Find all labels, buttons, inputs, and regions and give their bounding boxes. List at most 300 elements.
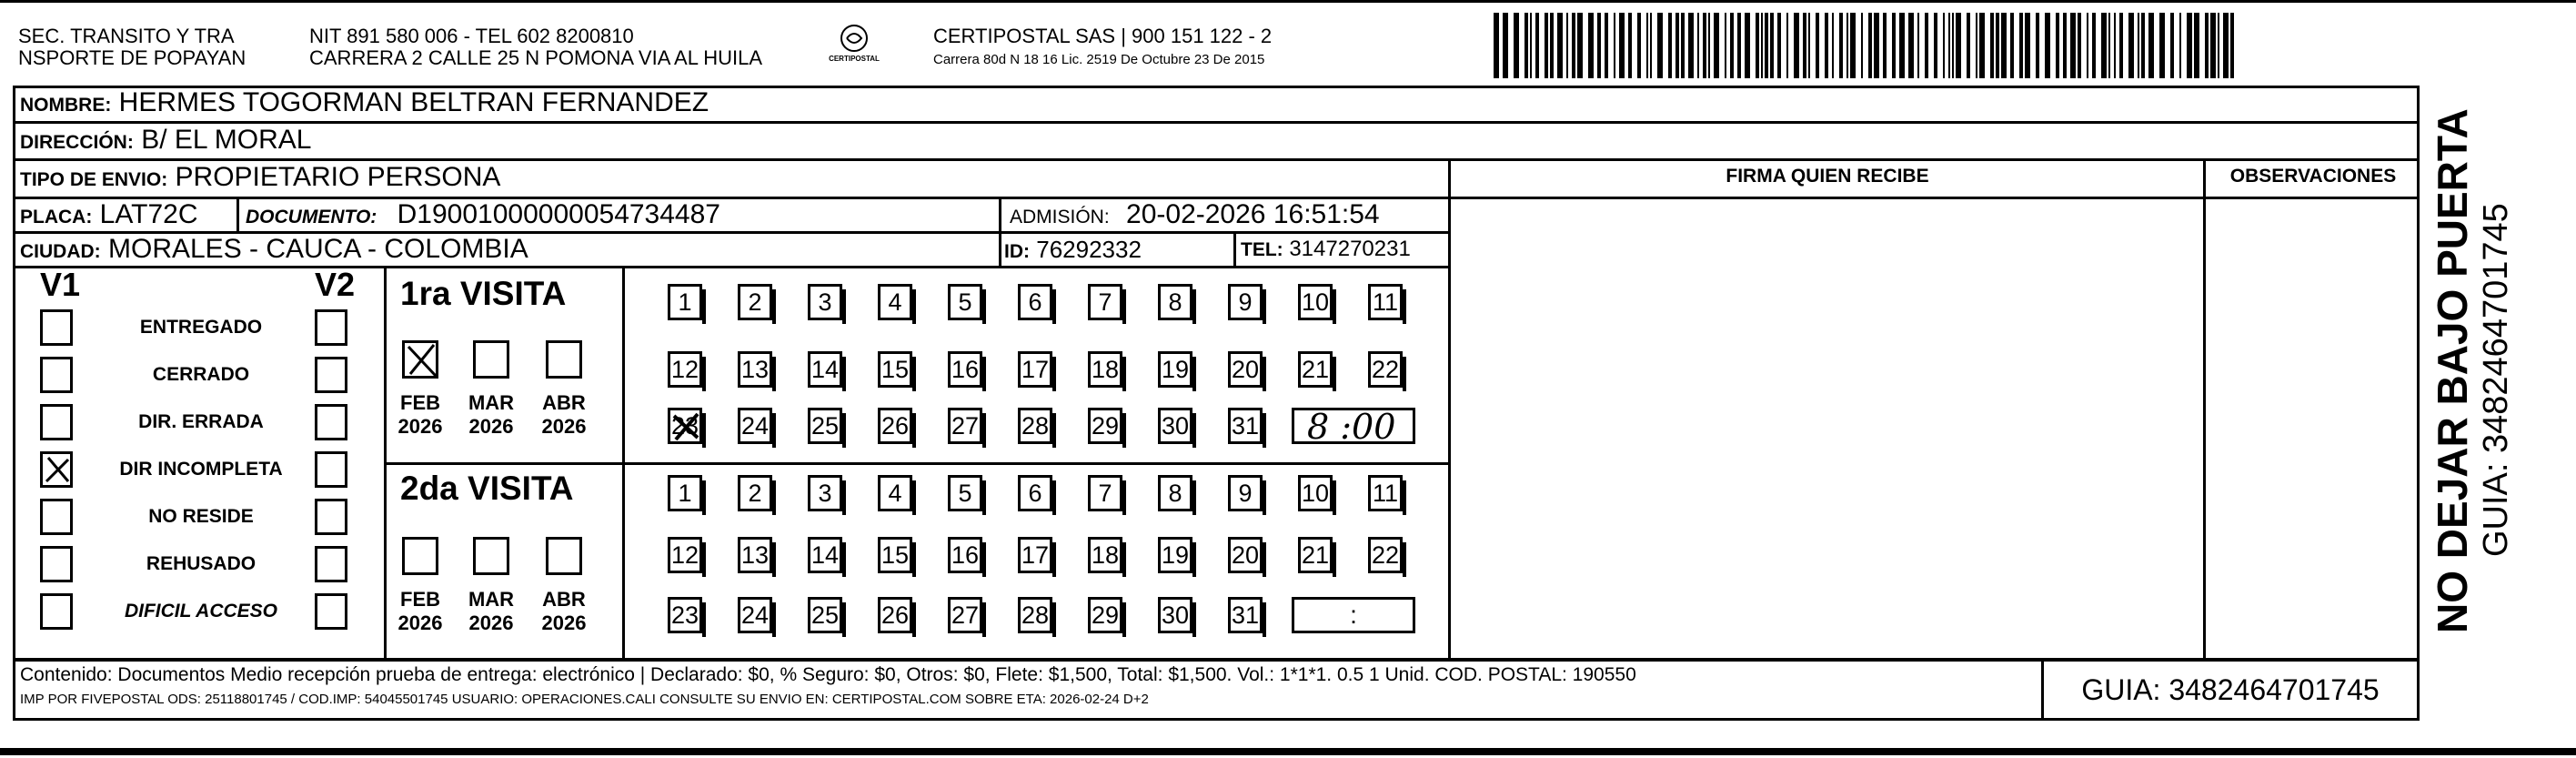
city-label: CIUDAD: — [20, 241, 101, 262]
footer-guia: GUIA: 3482464701745 — [2081, 673, 2380, 706]
barcode-bar — [2092, 13, 2096, 78]
day-number: 1 — [678, 480, 692, 507]
barcode-bar — [2141, 13, 2145, 78]
day-box[interactable] — [808, 284, 842, 320]
day-number: 24 — [740, 412, 770, 440]
barcode-bar — [2179, 13, 2181, 78]
day-box[interactable] — [808, 597, 842, 633]
month-label — [464, 391, 518, 439]
barcode-bar — [2230, 13, 2234, 78]
address-value: B/ EL MORAL — [141, 125, 312, 155]
nit-line: NIT 891 580 006 - TEL 602 8200810 — [309, 25, 634, 47]
day-box[interactable] — [1298, 537, 1333, 573]
day-box[interactable] — [1228, 475, 1263, 511]
day-number: 15 — [880, 541, 910, 569]
plate-label: PLACA: — [20, 207, 93, 227]
v1-checkbox[interactable] — [40, 546, 73, 582]
tel-value: 3147270231 — [1289, 237, 1411, 261]
barcode-bar — [2063, 13, 2067, 78]
day-box[interactable] — [1158, 597, 1192, 633]
side-warning: NO DEJAR BAJO PUERTA — [2429, 108, 2476, 633]
day-number: 4 — [888, 480, 902, 507]
day-number: 7 — [1098, 288, 1112, 316]
day-box[interactable] — [1158, 537, 1192, 573]
barcode-bar — [1883, 13, 1887, 78]
document-label: DOCUMENTO: — [246, 207, 377, 227]
month-year: 2026 — [397, 611, 443, 634]
barcode-bar — [1808, 13, 1810, 78]
day-box[interactable] — [1228, 284, 1263, 320]
barcode-bar — [2138, 13, 2139, 78]
day-number: 6 — [1028, 480, 1042, 507]
barcode-bar — [1745, 13, 1750, 78]
type-value: PROPIETARIO PERSONA — [175, 162, 501, 192]
day-box[interactable] — [738, 284, 772, 320]
sender-line-2: NSPORTE DE POPAYAN — [18, 46, 247, 69]
day-number: 18 — [1091, 541, 1120, 569]
top-edge-rule — [0, 0, 2576, 3]
visit1-time-box — [1292, 407, 1415, 447]
day-number: 6 — [1028, 288, 1042, 316]
barcode-bar — [2187, 13, 2192, 78]
month-label — [537, 588, 591, 635]
month-checkbox[interactable] — [473, 340, 509, 379]
day-number: 22 — [1371, 541, 1400, 569]
day-box[interactable] — [948, 284, 982, 320]
barcode-bar — [2194, 13, 2199, 78]
month-checkbox[interactable] — [546, 340, 582, 379]
month-name: MAR — [468, 588, 515, 611]
barcode-bar — [2159, 13, 2165, 78]
bottom-edge-rule — [0, 748, 2576, 755]
barcode-bar — [1943, 13, 1945, 78]
day-box[interactable] — [738, 537, 772, 573]
day-number: 25 — [810, 601, 840, 629]
rule — [2203, 158, 2206, 661]
barcode-bar — [1825, 13, 1828, 78]
day-number: 3 — [818, 288, 832, 316]
barcode-bar — [1925, 13, 1928, 78]
v1-checkbox[interactable] — [40, 499, 73, 535]
day-box[interactable] — [1228, 537, 1263, 573]
barcode-bar — [1908, 13, 1914, 78]
day-number: 2 — [748, 480, 762, 507]
recipient-address — [20, 125, 311, 158]
barcode-bar — [1816, 13, 1819, 78]
document — [246, 199, 720, 233]
barcode-bar — [1934, 13, 1937, 78]
barcode-bar — [1650, 13, 1652, 78]
barcode-bar — [1803, 13, 1806, 78]
status-label: CERRADO — [152, 364, 250, 385]
barcode-bar — [1524, 13, 1528, 78]
month-year: 2026 — [468, 611, 514, 634]
barcode-bar — [1737, 13, 1741, 78]
day-number: 20 — [1231, 541, 1260, 569]
barcode-bar — [2019, 13, 2023, 78]
day-box[interactable] — [878, 537, 912, 573]
day-number: 10 — [1301, 288, 1330, 316]
status-label: DIR. ERRADA — [138, 411, 264, 432]
month-name: ABR — [542, 588, 586, 611]
footer-contents: Contenido: Documentos Medio recepción prueba de entrega: electrónico | Declarado: $0, % Seguro: $0, Otros: $0, Flete: $1,500, Total: $1,500. Vol.: 1*1*1. 0.5 1 Unid. COD. POSTAL: 190550 — [20, 664, 1636, 685]
day-number: 23 — [670, 412, 699, 440]
day-box[interactable] — [1298, 475, 1333, 511]
barcode-bar — [1976, 13, 1977, 78]
v1-checkbox[interactable] — [40, 404, 73, 440]
type-label: TIPO DE ENVIO: — [20, 169, 168, 190]
month-label — [393, 588, 448, 635]
month-label — [537, 391, 591, 439]
month-checkbox[interactable] — [546, 537, 582, 575]
day-number: 16 — [951, 356, 980, 383]
barcode-bar — [2087, 13, 2088, 78]
day-number: 14 — [810, 541, 840, 569]
barcode-bar — [1794, 13, 1799, 78]
month-name: MAR — [468, 391, 515, 414]
observations-header: OBSERVACIONES — [2229, 166, 2397, 187]
barcode-bar — [1614, 13, 1615, 78]
barcode-bar — [1494, 13, 1499, 78]
barcode-bar — [2108, 13, 2110, 78]
day-box[interactable] — [948, 475, 982, 511]
day-box[interactable] — [808, 537, 842, 573]
barcode-bar — [2210, 13, 2216, 78]
month-year: 2026 — [541, 611, 587, 634]
day-box[interactable] — [878, 475, 912, 511]
barcode-bar — [1628, 13, 1632, 78]
rule — [384, 462, 1448, 465]
plate-value: LAT72C — [99, 199, 198, 229]
status-label: ENTREGADO — [139, 317, 263, 338]
day-box[interactable] — [1158, 284, 1192, 320]
barcode-bar — [1566, 13, 1568, 78]
month-label — [393, 391, 448, 439]
v1-label: V1 — [40, 266, 81, 303]
barcode-bar — [2119, 13, 2123, 78]
day-box[interactable] — [1298, 351, 1333, 388]
barcode-bar — [1725, 13, 1726, 78]
v1-checkbox[interactable] — [40, 451, 73, 488]
day-box[interactable] — [1228, 351, 1263, 388]
day-number: 4 — [888, 288, 902, 316]
day-number: 21 — [1301, 356, 1330, 383]
logo-text: CERTIPOSTAL — [829, 55, 880, 63]
day-box[interactable] — [1088, 475, 1122, 511]
day-box[interactable] — [1088, 597, 1122, 633]
rule — [13, 158, 2420, 161]
day-number: 30 — [1161, 601, 1190, 629]
day-number: 13 — [740, 356, 770, 383]
day-box[interactable] — [1368, 351, 1403, 388]
day-box[interactable] — [948, 408, 982, 444]
barcode-bar — [1832, 13, 1834, 78]
admission-label: ADMISIÓN: — [1010, 207, 1110, 227]
barcode-bar — [1892, 13, 1896, 78]
barcode-bar — [2114, 13, 2116, 78]
day-number: 19 — [1161, 541, 1190, 569]
barcode-bar — [2101, 13, 2107, 78]
barcode-bar — [2148, 13, 2154, 78]
barcode-bar — [2223, 13, 2229, 78]
barcode — [1492, 13, 2238, 78]
v2-checkbox[interactable] — [315, 404, 347, 440]
day-box[interactable] — [1018, 537, 1052, 573]
admission-value: 20-02-2026 16:51:54 — [1126, 199, 1380, 229]
day-box[interactable] — [808, 408, 842, 444]
day-box[interactable] — [1088, 351, 1122, 388]
day-box[interactable] — [738, 408, 772, 444]
month-name: FEB — [400, 588, 440, 611]
day-number: 11 — [1372, 480, 1399, 507]
day-number: 21 — [1301, 541, 1330, 569]
day-number: 31 — [1231, 412, 1260, 440]
day-box[interactable] — [878, 597, 912, 633]
address-label: DIRECCIÓN: — [20, 132, 134, 153]
barcode-bar — [1979, 13, 1985, 78]
barcode-bar — [1545, 13, 1548, 78]
barcode-bar — [1572, 13, 1575, 78]
barcode-bar — [1557, 13, 1563, 78]
day-box[interactable] — [1228, 408, 1263, 444]
day-number: 7 — [1098, 480, 1112, 507]
barcode-bar — [1948, 13, 1950, 78]
day-box[interactable] — [878, 408, 912, 444]
rule — [1233, 231, 1236, 266]
recipient-name — [20, 87, 709, 121]
day-number: 29 — [1091, 412, 1120, 440]
day-number: 30 — [1161, 412, 1190, 440]
day-number: 2 — [748, 288, 762, 316]
barcode-bar — [2128, 13, 2134, 78]
day-number: 3 — [818, 480, 832, 507]
month-year: 2026 — [397, 415, 443, 438]
barcode-bar — [2205, 13, 2209, 78]
visit1-time-handwritten: 8 :00 — [1307, 407, 1396, 447]
day-box[interactable] — [948, 351, 982, 388]
day-box[interactable] — [878, 284, 912, 320]
month-name: ABR — [542, 391, 586, 414]
barcode-bar — [1967, 13, 1970, 78]
day-number: 23 — [670, 601, 699, 629]
day-number: 5 — [958, 288, 972, 316]
day-box[interactable] — [668, 537, 702, 573]
barcode-bar — [1786, 13, 1788, 78]
barcode-bar — [1681, 13, 1685, 78]
day-box[interactable] — [1018, 475, 1052, 511]
v2-checkbox[interactable] — [315, 309, 347, 346]
barcode-bar — [1846, 13, 1848, 78]
day-number: 5 — [958, 480, 972, 507]
rule — [622, 266, 625, 661]
day-number: 26 — [880, 412, 910, 440]
barcode-bar — [2218, 13, 2219, 78]
day-box[interactable] — [808, 351, 842, 388]
day-box[interactable] — [1368, 475, 1403, 511]
barcode-bar — [2056, 13, 2059, 78]
rule — [236, 197, 239, 233]
day-box[interactable] — [1158, 475, 1192, 511]
status-label: NO RESIDE — [148, 506, 254, 527]
barcode-bar — [1605, 13, 1608, 78]
day-box[interactable] — [1018, 597, 1052, 633]
visit2-time-box — [1292, 597, 1415, 633]
barcode-bar — [1952, 13, 1954, 78]
rule — [13, 121, 2420, 124]
barcode-bar — [1850, 13, 1856, 78]
month-checkbox[interactable] — [402, 537, 438, 575]
month-checkbox[interactable] — [473, 537, 509, 575]
day-box[interactable] — [1018, 351, 1052, 388]
v1-checkbox[interactable] — [40, 357, 73, 393]
day-number: 28 — [1021, 412, 1050, 440]
barcode-bar — [1899, 13, 1905, 78]
barcode-bar — [2070, 13, 2076, 78]
barcode-bar — [1530, 13, 1532, 78]
barcode-bar — [1619, 13, 1625, 78]
v2-checkbox[interactable] — [315, 499, 347, 535]
id-label: ID: — [1004, 241, 1030, 262]
barcode-bar — [1761, 13, 1763, 78]
v1-checkbox[interactable] — [40, 593, 73, 630]
barcode-bar — [1697, 13, 1699, 78]
barcode-bar — [1765, 13, 1768, 78]
day-box[interactable] — [1228, 597, 1263, 633]
day-box[interactable] — [668, 597, 702, 633]
day-number: 28 — [1021, 601, 1050, 629]
barcode-bar — [2045, 13, 2050, 78]
barcode-bar — [2025, 13, 2030, 78]
sender-line-1: SEC. TRANSITO Y TRA — [18, 25, 235, 47]
visit1-title: 1ra VISITA — [400, 275, 567, 312]
day-number: 17 — [1021, 356, 1050, 383]
barcode-bar — [1990, 13, 1994, 78]
v2-label: V2 — [315, 266, 356, 303]
day-number: 24 — [740, 601, 770, 629]
rule — [999, 197, 1001, 266]
day-box[interactable] — [738, 597, 772, 633]
day-box[interactable] — [1018, 284, 1052, 320]
barcode-bar — [1730, 13, 1734, 78]
day-box[interactable] — [738, 351, 772, 388]
barcode-bar — [1756, 13, 1759, 78]
day-box[interactable] — [1018, 408, 1052, 444]
status-label: DIR INCOMPLETA — [119, 459, 283, 480]
day-number: 16 — [951, 541, 980, 569]
day-number: 20 — [1231, 356, 1260, 383]
day-box[interactable] — [1158, 351, 1192, 388]
barcode-bar — [1714, 13, 1719, 78]
day-number: 9 — [1238, 288, 1253, 316]
day-number: 18 — [1091, 356, 1120, 383]
city — [20, 234, 528, 268]
day-box[interactable] — [1088, 408, 1122, 444]
v2-checkbox[interactable] — [315, 451, 347, 488]
day-box[interactable] — [1298, 284, 1333, 320]
day-box[interactable] — [668, 351, 702, 388]
day-box[interactable] — [738, 475, 772, 511]
day-box[interactable] — [1368, 284, 1403, 320]
v1-checkbox[interactable] — [40, 309, 73, 346]
plate — [20, 199, 198, 233]
visit2-time-placeholder: : — [1350, 601, 1357, 629]
v2-checkbox[interactable] — [315, 357, 347, 393]
month-name: FEB — [400, 391, 440, 414]
barcode-bar — [1861, 13, 1863, 78]
name-value: HERMES TOGORMAN BELTRAN FERNANDEZ — [118, 87, 709, 117]
id-value: 76292332 — [1036, 236, 1142, 263]
company-address: Carrera 80d N 18 16 Lic. 2519 De Octubre 23 De 2015 — [933, 52, 1265, 67]
barcode-bar — [2036, 13, 2039, 78]
day-box[interactable] — [1088, 284, 1122, 320]
day-box[interactable] — [948, 537, 982, 573]
barcode-bar — [1777, 13, 1781, 78]
id-field — [1004, 234, 1142, 268]
barcode-bar — [1597, 13, 1601, 78]
day-number: 27 — [951, 412, 980, 440]
day-number: 14 — [810, 356, 840, 383]
day-box[interactable] — [1368, 537, 1403, 573]
barcode-bar — [1703, 13, 1706, 78]
day-box[interactable] — [1158, 408, 1192, 444]
barcode-bar — [1514, 13, 1519, 78]
day-box[interactable] — [1088, 537, 1122, 573]
v2-checkbox[interactable] — [315, 546, 347, 582]
barcode-bar — [1996, 13, 1999, 78]
day-number: 1 — [678, 288, 692, 316]
day-box[interactable] — [878, 351, 912, 388]
company-line: CERTIPOSTAL SAS | 900 151 122 - 2 — [933, 25, 1273, 47]
day-number: 29 — [1091, 601, 1120, 629]
city-value: MORALES - CAUCA - COLOMBIA — [108, 234, 528, 264]
barcode-bar — [1868, 13, 1872, 78]
day-box[interactable] — [668, 284, 702, 320]
day-box[interactable] — [668, 408, 702, 444]
barcode-bar — [1956, 13, 1961, 78]
barcode-bar — [1917, 13, 1919, 78]
day-number: 12 — [670, 541, 699, 569]
month-year: 2026 — [541, 415, 587, 438]
admission — [1010, 199, 1380, 233]
day-number: 10 — [1301, 480, 1330, 507]
day-number: 25 — [810, 412, 840, 440]
barcode-bar — [1839, 13, 1843, 78]
barcode-bar — [1770, 13, 1774, 78]
month-checkbox[interactable] — [402, 340, 438, 379]
address-line: CARRERA 2 CALLE 25 N POMONA VIA AL HUILA — [309, 46, 763, 69]
day-number: 9 — [1238, 480, 1253, 507]
day-number: 12 — [670, 356, 699, 383]
v2-checkbox[interactable] — [315, 593, 347, 630]
barcode-bar — [1874, 13, 1879, 78]
day-box[interactable] — [668, 475, 702, 511]
barcode-bar — [1646, 13, 1648, 78]
barcode-bar — [1588, 13, 1594, 78]
barcode-bar — [2001, 13, 2007, 78]
shipment-type — [20, 162, 500, 196]
barcode-bar — [1637, 13, 1641, 78]
visit2-title: 2da VISITA — [400, 470, 574, 507]
status-label: DIFICIL ACCESO — [124, 601, 277, 622]
day-number: 15 — [880, 356, 910, 383]
barcode-bar — [1657, 13, 1663, 78]
day-box[interactable] — [948, 597, 982, 633]
day-number: 8 — [1168, 480, 1182, 507]
document-value: D19001000000054734487 — [397, 199, 720, 229]
day-number: 27 — [951, 601, 980, 629]
day-box[interactable] — [808, 475, 842, 511]
certipostal-logo — [822, 24, 886, 71]
